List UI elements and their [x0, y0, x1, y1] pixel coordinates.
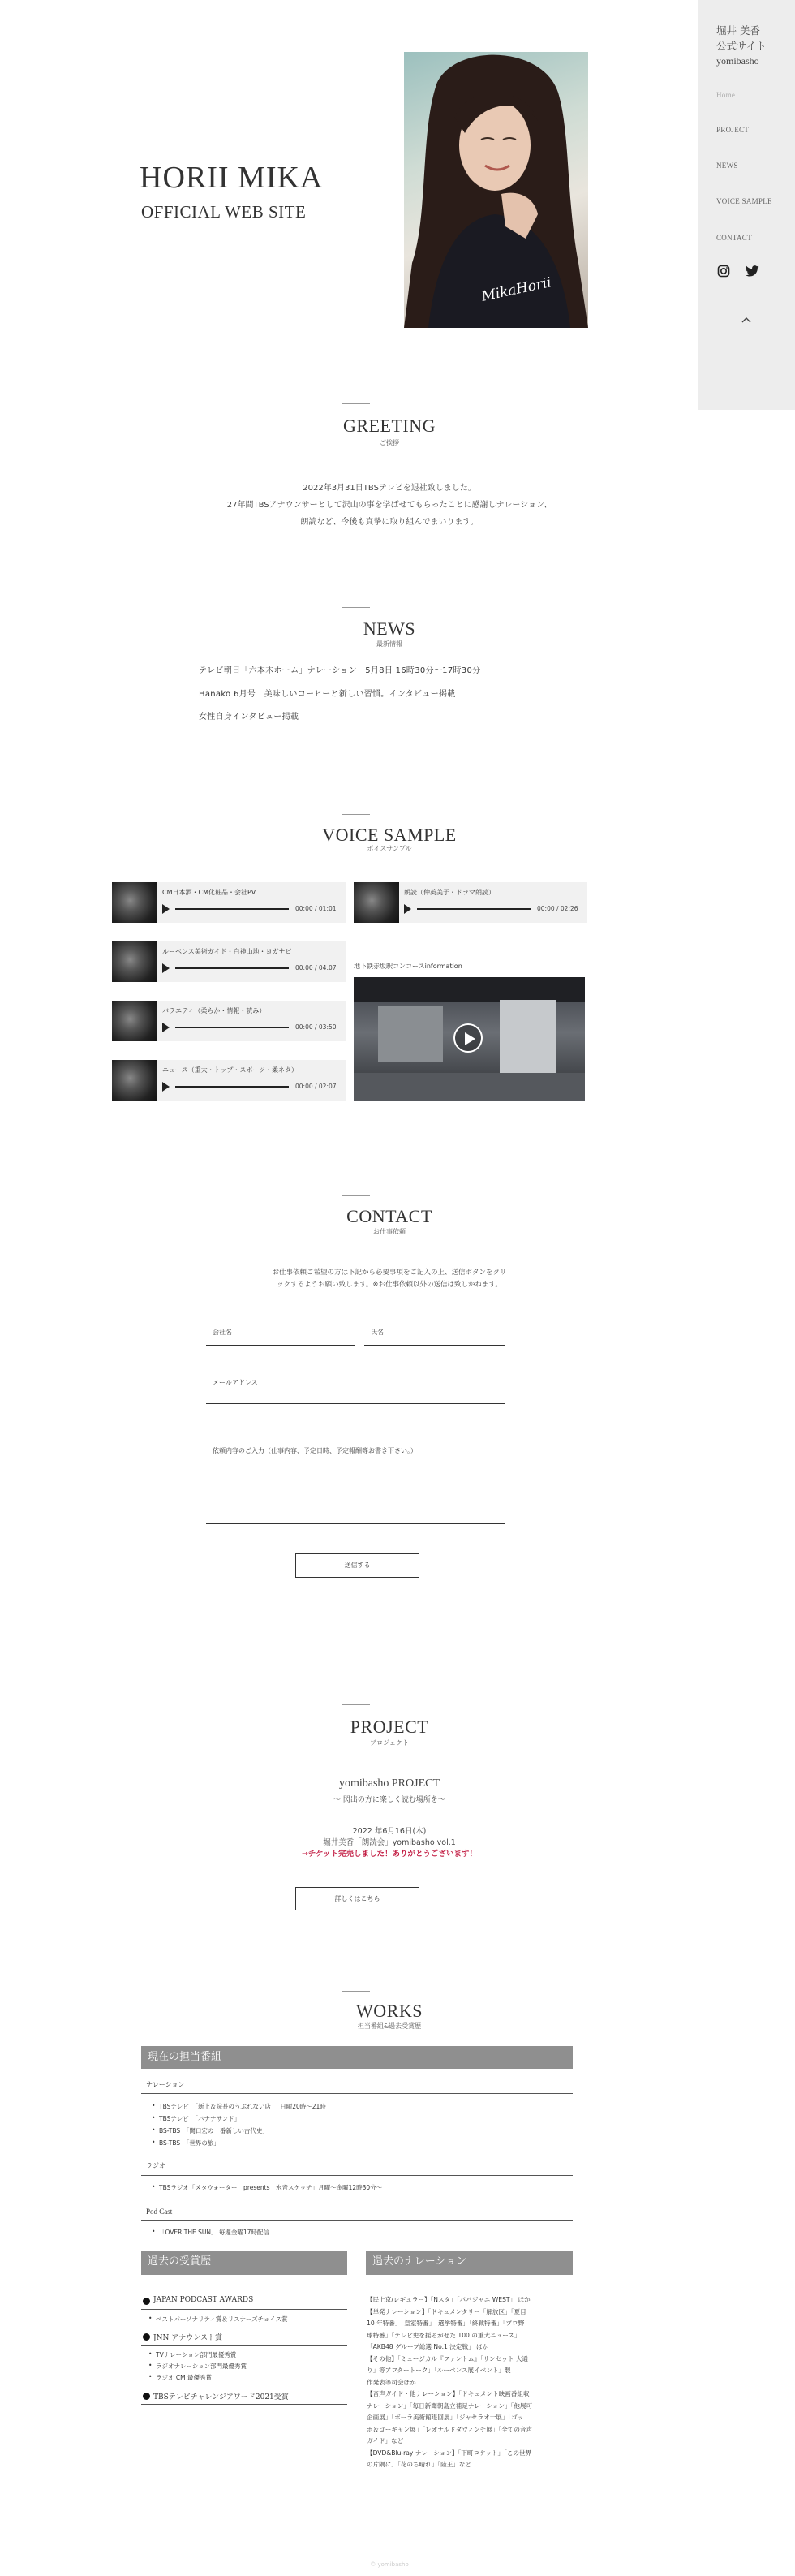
divider: [141, 2093, 573, 2094]
narration-line: ガイド」など: [367, 2437, 404, 2445]
project-event: 堀井美香「朗読会」yomibasho vol.1: [323, 1838, 456, 1847]
narration-line: ホ＆ゴーギャン展」「レオナルドダヴィンチ展」「全ての音声: [367, 2425, 533, 2433]
podcast-label: Pod Cast: [146, 2208, 173, 2216]
narration-line: 球特番」「テレビ史を揺るがせた 100 の重大ニュース」: [367, 2331, 521, 2339]
bullet-icon: [143, 2393, 150, 2400]
project-title: PROJECT: [350, 1717, 429, 1737]
contact-title: CONTACT: [346, 1206, 432, 1226]
audio-title: ルーベンス美術ガイド・白神山地・ヨガナビ: [162, 948, 292, 955]
divider: [141, 2175, 573, 2176]
works-title: WORKS: [356, 2001, 423, 2021]
narration-label: ナレーション: [146, 2081, 185, 2088]
greeting-title: GREETING: [343, 416, 436, 436]
list-item: • ラジオ CM 最優秀賞: [156, 2373, 212, 2382]
award-title: JAPAN PODCAST AWARDS: [153, 2296, 254, 2304]
audio-thumbnail: [112, 1001, 157, 1041]
audio-title: バラエティ（柔らか・情報・読み）: [162, 1007, 266, 1014]
project-soldout: →チケット完売しました！ありがとうございます！: [301, 1850, 478, 1859]
project-date: 2022 年6月16日(木): [352, 1827, 427, 1836]
audio-player: [112, 941, 346, 982]
divider: [141, 2220, 573, 2221]
video-ceiling: [354, 977, 585, 1002]
greeting-line: 27年間TBSアナウンサーとして沢山の事を学ばせてもらったことに感謝しナレーション、: [226, 501, 552, 510]
video-player[interactable]: [354, 977, 585, 1101]
section-divider: [342, 814, 370, 815]
narration-line: り」等アフタートーク」「ルーベンス展イベント」製: [367, 2367, 511, 2374]
audio-title: CM日本酒・CM化粧品・会社PV: [162, 889, 256, 896]
list-item: • BS-TBS 「関口宏の一番新しい古代史」: [159, 2126, 269, 2135]
play-icon[interactable]: [162, 1082, 170, 1092]
list-item: • TBSテレビ 「新上＆院長のうぶれない店」 日曜20時〜21時: [159, 2102, 326, 2111]
radio-label: ラジオ: [146, 2162, 165, 2169]
section-divider: [342, 1195, 370, 1196]
audio-thumbnail: [112, 941, 157, 982]
works-subtitle: 担当番組&過去受賞歴: [357, 2022, 422, 2030]
audio-progress-bar[interactable]: [175, 908, 289, 910]
news-title: NEWS: [363, 618, 416, 639]
sidebar: [698, 0, 795, 410]
narration-line: 【音声ガイド・他ナレーション】「ドキュメント映画番組収: [367, 2390, 530, 2397]
greeting-line: 朗読など、今後も真摯に取り組んでまいります。: [300, 518, 479, 527]
nav-home[interactable]: Home: [716, 91, 736, 99]
narration-line: の片隅に」「花のち晴れ」「陸王」など: [367, 2461, 472, 2468]
narration-line: 【民上京/レギュラー】「Nスタ」「パパジャニ WEST」 ほか: [367, 2296, 531, 2303]
audio-thumbnail: [112, 882, 157, 923]
awards-bar: 過去の受賞歴: [141, 2251, 347, 2275]
list-item: • BS-TBS 「世界の旅」: [159, 2139, 220, 2147]
instagram-icon[interactable]: [717, 265, 730, 278]
greeting-text: [0, 480, 787, 531]
bullet-icon: [143, 2333, 150, 2341]
news-item[interactable]: 女性自身インタビュー掲載: [199, 713, 299, 722]
news-subtitle: 最新情報: [376, 640, 402, 648]
nav-contact[interactable]: CONTACT: [716, 234, 752, 242]
divider: [141, 2345, 347, 2346]
narration-line: 作発表等司会ほか: [367, 2378, 416, 2386]
play-icon[interactable]: [162, 904, 170, 914]
divider: [141, 2404, 347, 2405]
news-item[interactable]: Hanako 6月号 美味しいコーヒーと新しい習慣。インタビュー掲載: [199, 690, 456, 699]
award-title: JNN アナウンスト賞: [153, 2334, 222, 2342]
audio-title: ニュース（重大・トップ・スポーツ・柔ネタ）: [162, 1066, 299, 1074]
chevron-up-icon[interactable]: [741, 317, 751, 323]
contact-subtitle: お仕事依頼: [373, 1228, 406, 1235]
video-title: 地下鉄赤坂駅コンコースinformation: [354, 963, 462, 970]
site-brand[interactable]: [716, 23, 767, 69]
video-sign: [500, 1000, 556, 1073]
divider: [141, 2309, 347, 2310]
audio-player: [354, 882, 587, 923]
narration-line: 10 年特番」「皇室特番」「選挙特番」「終戦特番」「プロ野: [367, 2320, 525, 2327]
project-subtitle: プロジェクト: [370, 1739, 409, 1747]
audio-player: [112, 882, 346, 923]
section-divider: [342, 1704, 370, 1705]
company-field[interactable]: 会社名: [206, 1323, 355, 1346]
audio-player: [112, 1060, 346, 1101]
submit-button[interactable]: 送信する: [295, 1553, 419, 1578]
nav-news[interactable]: NEWS: [716, 162, 738, 170]
greeting-line: 2022年3月31日TBSテレビを退社致しました。: [303, 484, 476, 493]
audio-time: 00:00 / 04:07: [295, 964, 337, 971]
hero-subtitle: OFFICIAL WEB SITE: [141, 202, 307, 222]
list-item: • TBSテレビ 「バナナサンド」: [159, 2114, 240, 2123]
audio-time: 00:00 / 02:07: [295, 1083, 337, 1090]
past-narration-bar: 過去のナレーション: [366, 2251, 573, 2275]
audio-progress-bar[interactable]: [417, 908, 531, 910]
voice-title: VOICE SAMPLE: [322, 825, 457, 845]
narration-line: 企画展」「ボーラ美術館退回展」「ジャセラオ一展」「ゴッ: [367, 2414, 524, 2421]
video-wall: [378, 1006, 443, 1062]
list-item: • ラジオナレーション部門最優秀賞: [156, 2362, 247, 2371]
audio-thumbnail: [112, 1060, 157, 1101]
award-title: TBSテレビチャレンジアワード2021受賞: [153, 2393, 289, 2402]
list-item: • 「OVER THE SUN」 毎週金曜17時配信: [159, 2228, 269, 2237]
hero-title: HORII MIKA: [140, 161, 324, 195]
message-field[interactable]: 依頼内容のご入力（仕事内容、予定日時、予定報酬等お書き下さい。）: [206, 1443, 505, 1524]
news-item[interactable]: テレビ朝日「六本木ホーム」ナレーション 5月8日 16時30分〜17時30分: [199, 666, 481, 675]
email-field[interactable]: メールアドレス: [206, 1375, 505, 1404]
play-icon[interactable]: [404, 904, 411, 914]
narration-line: 【その他】「ミュージカル『ファントム』「サンセット 大通: [367, 2354, 529, 2363]
contact-intro-line: お仕事依頼ご希望の方は下記から必要事項をご記入の上、送信ボタンをクリ: [272, 1269, 507, 1277]
play-icon: [465, 1032, 475, 1045]
project-tagline: 〜 閃出の方に楽しく読む場所を〜: [333, 1796, 445, 1804]
bullet-icon: [143, 2298, 150, 2305]
audio-player: [112, 1001, 346, 1041]
narration-line: 「AKB48 グループ総選 No.1 決定戦」 ほか: [367, 2343, 489, 2350]
twitter-icon[interactable]: [746, 265, 759, 277]
audio-progress-bar[interactable]: [175, 1086, 289, 1088]
list-item: • TVナレーション部門最優秀賞: [156, 2350, 236, 2359]
project-details-button[interactable]: 詳しくはこちら: [295, 1887, 419, 1910]
greeting-subtitle: ご挨拶: [380, 439, 399, 446]
audio-time: 00:00 / 03:50: [295, 1023, 337, 1031]
contact-intro: [0, 1267, 787, 1291]
name-field[interactable]: 氏名: [364, 1323, 505, 1346]
narration-line: 【単発ナレーション】「ドキュメンタリー「解放区」「夏目: [367, 2307, 526, 2315]
audio-thumbnail: [354, 882, 399, 923]
past-narration-text: [367, 2294, 569, 2471]
section-divider: [342, 607, 370, 608]
current-programs-bar: 現在の担当番組: [141, 2046, 573, 2069]
video-floor: [354, 1073, 585, 1101]
brand-subtitle: 公式サイト: [716, 40, 767, 52]
signature: MikaHorii: [479, 274, 553, 305]
play-icon[interactable]: [162, 1023, 170, 1032]
footer-copyright: © yomibasho: [370, 2561, 409, 2568]
brand-name: 堀井 美香: [716, 24, 760, 37]
nav-project[interactable]: PROJECT: [716, 126, 750, 134]
list-item: • TBSラジオ「メタウォーター presents 水音スケッチ」月曜〜金曜12時30分〜: [159, 2183, 382, 2192]
play-icon[interactable]: [162, 963, 170, 973]
list-item: • ベストパーソナリティ賞＆リスナーズチョイス賞: [156, 2315, 288, 2324]
project-name: yomibasho PROJECT: [338, 1777, 440, 1790]
audio-title: 朗読（仲英美子・ドラマ朗読）: [404, 889, 495, 896]
video-play-button[interactable]: [453, 1023, 483, 1053]
narration-line: ナレーション」「毎日新聞朝島立補足ナレーション」「他展可: [367, 2402, 533, 2410]
brand-yomibasho: yomibasho: [716, 55, 759, 67]
section-divider: [342, 1991, 370, 1992]
section-divider: [342, 403, 370, 404]
profile-photo: [404, 52, 588, 328]
audio-time: 00:00 / 01:01: [295, 905, 337, 912]
audio-progress-bar[interactable]: [175, 1027, 289, 1028]
voice-subtitle: ボイスサンプル: [367, 845, 412, 852]
audio-time: 00:00 / 02:26: [537, 905, 578, 912]
nav-voice-sample[interactable]: VOICE SAMPLE: [716, 197, 772, 205]
narration-line: 【DVD&Blu-ray ナレーション】「下町ロケット」「この世界: [367, 2449, 532, 2457]
contact-intro-line: ックするようお願い致します。※お仕事依頼以外の送信は致しかねます。: [277, 1281, 502, 1289]
audio-progress-bar[interactable]: [175, 967, 289, 969]
